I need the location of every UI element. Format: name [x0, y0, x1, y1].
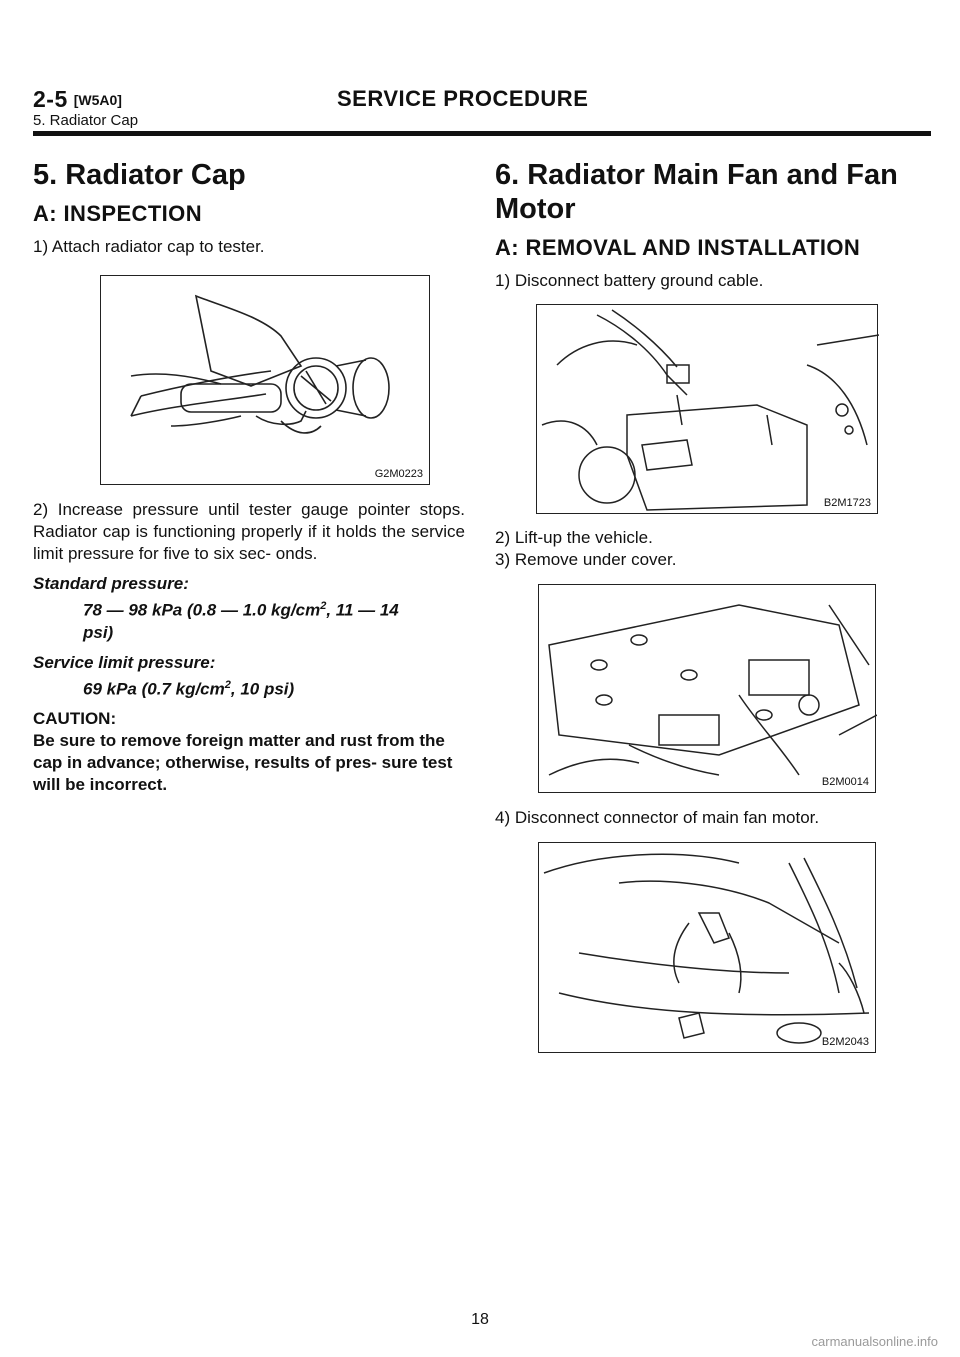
figure-id: B2M1723	[823, 497, 871, 509]
inspection-subheading: A: INSPECTION	[33, 201, 202, 226]
step-disconnect-connector: 4) Disconnect connector of main fan motor.	[495, 808, 820, 827]
header-rule	[33, 131, 931, 136]
standard-pressure-value-cont: psi)	[83, 622, 114, 642]
figure-radiator-cap-tester	[100, 275, 430, 485]
left-column	[33, 158, 465, 796]
figure-fan-connector	[538, 842, 876, 1053]
caution-block	[33, 708, 465, 796]
limit-pressure-spec	[33, 652, 465, 701]
limit-pressure-label: Service limit pressure:	[33, 652, 216, 672]
section-number: 2-5	[33, 86, 68, 112]
header-subtitle: 5. Radiator Cap	[33, 112, 139, 129]
standard-pressure-spec	[33, 573, 465, 644]
page-number: 18	[471, 1311, 489, 1328]
under-cover-illustration	[539, 585, 877, 794]
step-attach-cap: 1) Attach radiator cap to tester.	[33, 237, 265, 256]
section-header	[33, 86, 122, 113]
right-column	[495, 158, 931, 1053]
watermark[interactable]: carmanualsonline.info	[811, 1334, 938, 1349]
caution-label: CAUTION:	[33, 709, 117, 729]
radiator-cap-heading: 5. Radiator Cap	[33, 159, 246, 191]
cap-tester-illustration	[101, 276, 431, 486]
section-code: [W5A0]	[73, 92, 122, 108]
step-remove-cover: 3) Remove under cover.	[495, 550, 677, 569]
figure-id: G2M0223	[374, 468, 423, 480]
figure-id: B2M2043	[821, 1036, 869, 1048]
caution-text: Be sure to remove foreign matter and rust from the cap in advance; otherwise, results of pres- sure test will be incorrect.	[33, 731, 453, 795]
figure-id: B2M0014	[821, 776, 869, 788]
connector-illustration	[539, 843, 877, 1054]
header-title: SERVICE PROCEDURE	[337, 86, 589, 111]
fan-motor-heading: 6. Radiator Main Fan and Fan Motor	[495, 159, 898, 225]
battery-illustration	[537, 305, 879, 515]
removal-subheading: A: REMOVAL AND INSTALLATION	[495, 235, 861, 260]
step-lift-vehicle: 2) Lift-up the vehicle.	[495, 528, 653, 547]
standard-pressure-label: Standard pressure:	[33, 574, 189, 593]
step-increase-pressure: 2) Increase pressure until tester gauge pointer stops. Radiator cap is functioning properly if it holds the service limit pressure for five to six sec- onds.	[33, 500, 465, 563]
figure-under-cover	[538, 584, 876, 793]
standard-pressure-value: 78 — 98 kPa (0.8 — 1.0 $kg/cm^2$, 11 — 14	[83, 600, 399, 620]
limit-pressure-value: 69 kPa (0.7 $kg/cm^2$, 10 psi)	[83, 678, 295, 699]
figure-battery-cable	[536, 304, 878, 514]
step-disconnect-battery: 1) Disconnect battery ground cable.	[495, 271, 764, 290]
